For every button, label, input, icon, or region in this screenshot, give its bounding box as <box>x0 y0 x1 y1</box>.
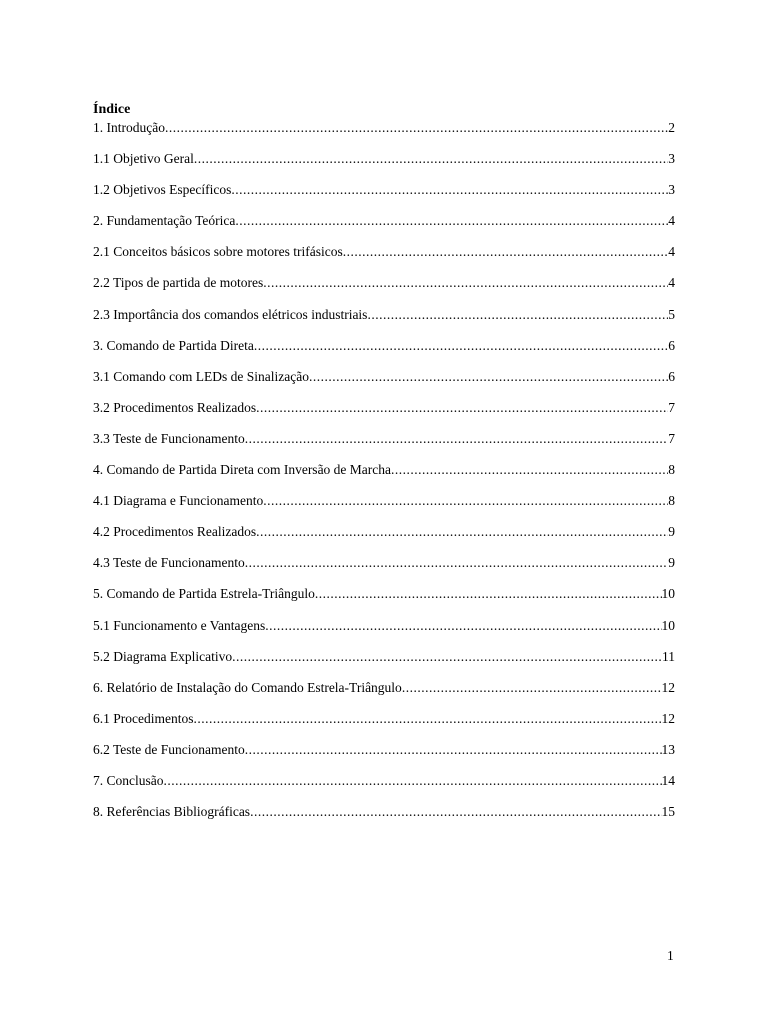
toc-entry-page: 9 <box>668 555 675 571</box>
toc-entry-page: 4 <box>668 275 675 291</box>
toc-entry[interactable] <box>93 181 675 212</box>
toc-entry-title: 3.2 Procedimentos Realizados <box>93 399 257 415</box>
toc-entry-title: 2.2 Tipos de partida de motores <box>93 275 264 291</box>
toc-entry[interactable] <box>93 243 675 274</box>
toc-entry-title: 2.3 Importância dos comandos elétricos industriais <box>93 306 368 322</box>
toc-entry-title: 3.1 Comando com LEDs de Sinalização <box>93 368 309 384</box>
toc-entry[interactable] <box>93 306 675 337</box>
toc-entry[interactable] <box>93 119 675 150</box>
toc-dot-leader <box>194 710 662 728</box>
toc-entry-page: 2 <box>668 120 675 135</box>
toc-dot-leader <box>235 212 668 230</box>
toc-entry[interactable] <box>93 617 675 648</box>
toc-dot-leader <box>265 617 661 635</box>
toc-entry-title: 5. Comando de Partida Estrela-Triângulo <box>93 586 315 602</box>
toc-entry-page: 6 <box>668 368 675 384</box>
toc-dot-leader <box>391 461 668 479</box>
toc-dot-leader <box>309 368 668 386</box>
toc-entry-title: 3.3 Teste de Funcionamento <box>93 430 245 446</box>
toc-entry-title: 6. Relatório de Instalação do Comando Estrela-Triângulo <box>93 679 402 695</box>
toc-entry-page: 4 <box>668 213 675 229</box>
page-number: 1 <box>667 948 674 963</box>
toc-dot-leader <box>245 554 668 572</box>
toc-entry-title: 3. Comando de Partida Direta <box>93 337 254 353</box>
toc-entry-title: 1. Introdução <box>93 120 165 135</box>
toc-entry-page: 13 <box>661 741 675 757</box>
toc-entry-page: 7 <box>668 430 675 446</box>
toc-dot-leader <box>256 523 668 541</box>
toc-entry-page: 9 <box>668 524 675 540</box>
toc-entry-page: 3 <box>668 182 675 198</box>
toc-entry[interactable] <box>93 212 675 243</box>
toc-dot-leader <box>263 274 668 292</box>
toc-entry-title: 6.1 Procedimentos <box>93 710 194 726</box>
toc-entry[interactable] <box>93 461 675 492</box>
toc-entry-page: 10 <box>661 586 675 602</box>
toc-entry-page: 5 <box>668 306 675 322</box>
toc-entry-page: 10 <box>661 617 675 633</box>
toc-entry-title: 8. Referências Bibliográficas <box>93 804 251 820</box>
toc-entry-page: 14 <box>661 772 675 788</box>
toc-entry-title: 4.1 Diagrama e Funcionamento <box>93 493 264 509</box>
toc-entry-page: 8 <box>668 462 675 478</box>
toc-dot-leader <box>245 741 662 759</box>
toc-entry-title: 4. Comando de Partida Direta com Inversão de Marcha <box>93 462 392 478</box>
toc-entry[interactable] <box>93 492 675 523</box>
toc-dot-leader <box>263 492 668 510</box>
toc-entry[interactable] <box>93 368 675 399</box>
toc-entry-title: 2.1 Conceitos básicos sobre motores trifásicos <box>93 244 343 260</box>
toc-entry[interactable] <box>93 554 675 585</box>
toc-entry[interactable] <box>93 741 675 772</box>
toc-entry-title: 1.1 Objetivo Geral <box>93 151 194 167</box>
toc-entry-title: 4.3 Teste de Funcionamento <box>93 555 245 571</box>
toc-entry-page: 11 <box>662 648 675 664</box>
toc-dot-leader <box>231 181 668 199</box>
toc-entry-title: 2. Fundamentação Teórica <box>93 213 236 229</box>
toc-dot-leader <box>165 119 668 137</box>
toc-entry[interactable] <box>93 523 675 554</box>
toc-entry-title: 6.2 Teste de Funcionamento <box>93 741 245 757</box>
toc-entry[interactable] <box>93 803 675 834</box>
toc-entry-title: 7. Conclusão <box>93 772 164 788</box>
toc-title: Índice <box>93 102 131 117</box>
toc-entry[interactable] <box>93 337 675 368</box>
toc-entry[interactable] <box>93 679 675 710</box>
toc-entry[interactable] <box>93 150 675 181</box>
toc-entry-page: 7 <box>668 399 675 415</box>
toc-entry-page: 3 <box>668 151 675 167</box>
toc-entry-title: 5.1 Funcionamento e Vantagens <box>93 617 266 633</box>
toc-entry-page: 6 <box>668 337 675 353</box>
toc-dot-leader <box>232 648 662 666</box>
toc-dot-leader <box>256 399 668 417</box>
toc-dot-leader <box>254 337 668 355</box>
table-of-contents <box>93 119 675 834</box>
toc-dot-leader <box>164 772 662 790</box>
toc-entry[interactable] <box>93 772 675 803</box>
toc-entry-page: 8 <box>668 493 675 509</box>
toc-entry-page: 15 <box>661 804 675 820</box>
toc-entry-title: 1.2 Objetivos Específicos <box>93 182 232 198</box>
toc-entry[interactable] <box>93 585 675 616</box>
toc-entry[interactable] <box>93 399 675 430</box>
toc-dot-leader <box>367 306 668 324</box>
toc-entry[interactable] <box>93 710 675 741</box>
toc-dot-leader <box>194 150 668 168</box>
toc-dot-leader <box>343 243 669 261</box>
toc-dot-leader <box>402 679 662 697</box>
toc-entry-page: 12 <box>661 679 675 695</box>
toc-dot-leader <box>250 803 661 821</box>
toc-dot-leader <box>315 585 662 603</box>
toc-dot-leader <box>245 430 668 448</box>
toc-entry[interactable] <box>93 430 675 461</box>
toc-entry[interactable] <box>93 648 675 679</box>
toc-entry[interactable] <box>93 274 675 305</box>
toc-entry-title: 4.2 Procedimentos Realizados <box>93 524 257 540</box>
toc-entry-title: 5.2 Diagrama Explicativo <box>93 648 233 664</box>
toc-entry-page: 4 <box>668 244 675 260</box>
toc-entry-page: 12 <box>661 710 675 726</box>
